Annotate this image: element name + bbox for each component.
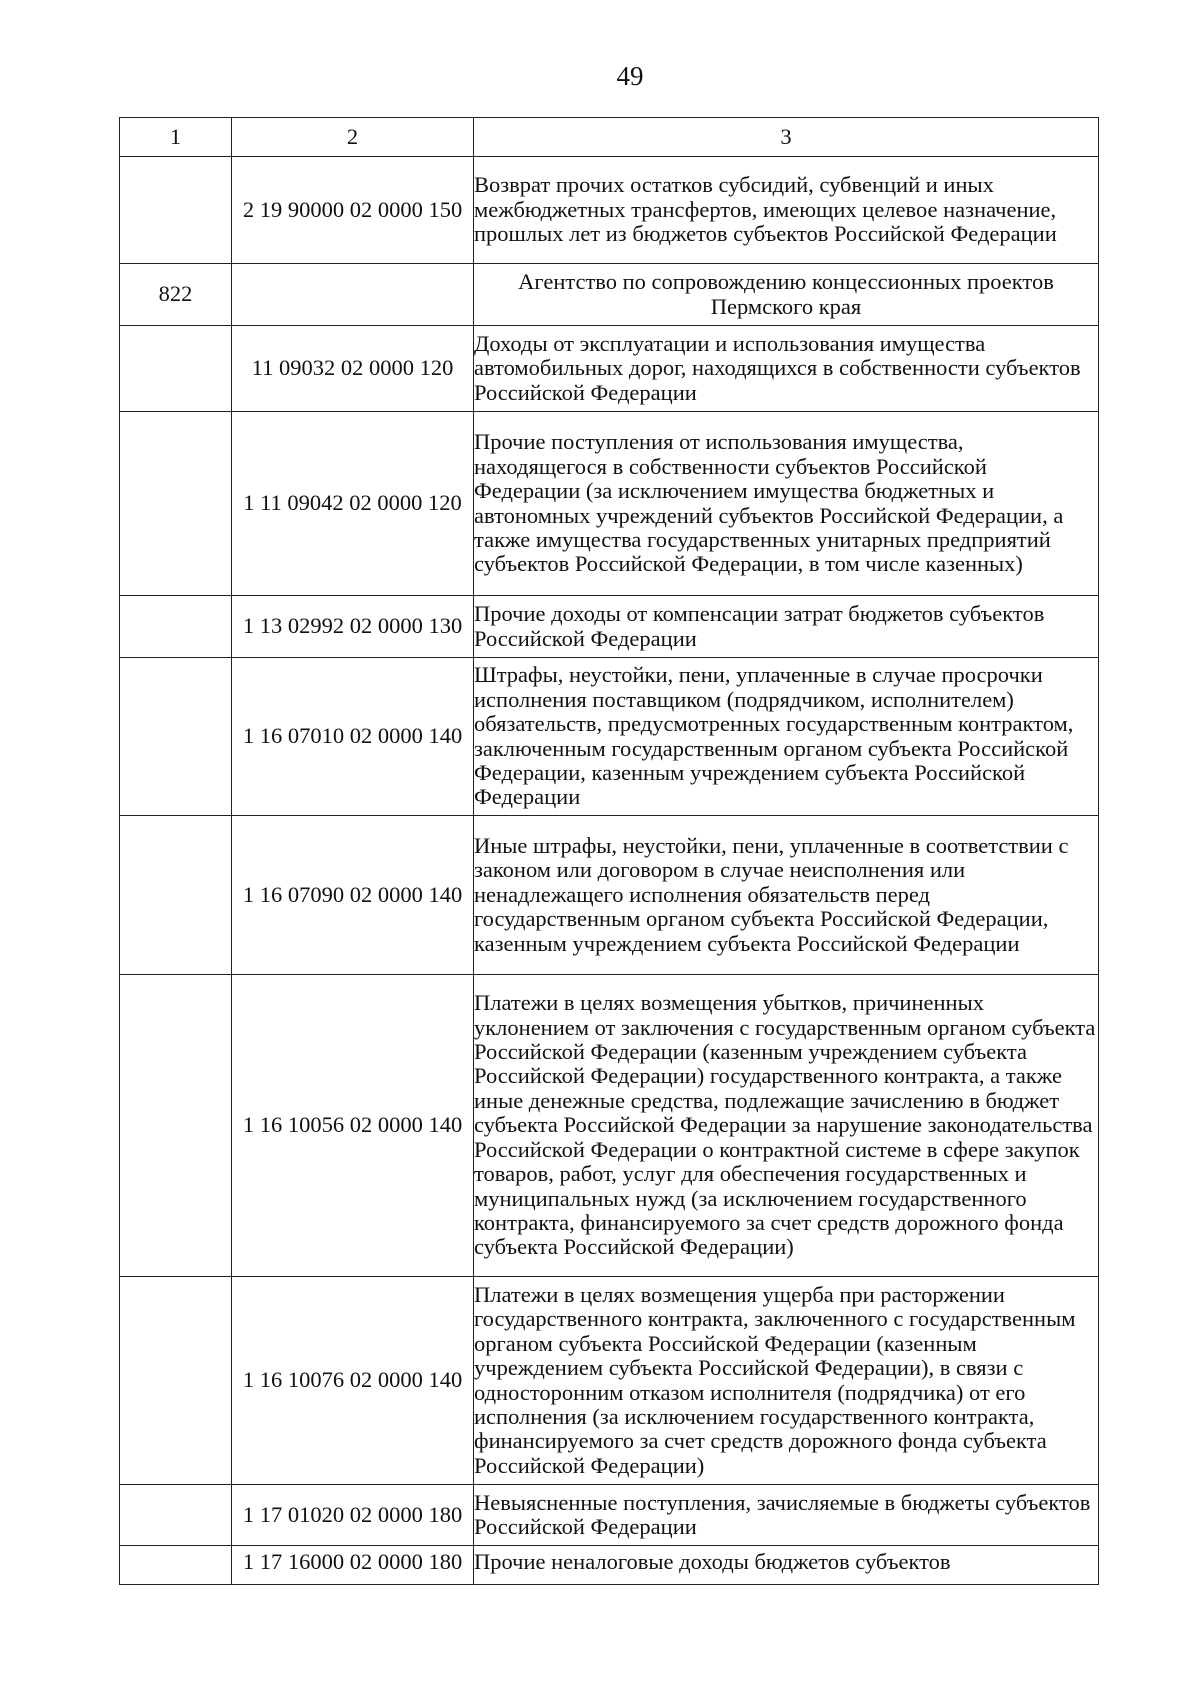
admin-code-cell <box>120 157 232 264</box>
description-cell: Иные штрафы, неустойки, пени, уплаченные в соответствии с законом или договором в случае неисполнения или ненадлежащего исполнения обязательств перед государственным органом субъекта Российской Федерации, казенным учреждением субъекта Российской Федерации <box>474 816 1099 975</box>
table-row <box>120 596 1099 658</box>
admin-code-cell <box>120 658 232 816</box>
table-row <box>120 1546 1099 1585</box>
income-code-cell: 1 17 01020 02 0000 180 <box>232 1485 474 1546</box>
table-row <box>120 157 1099 264</box>
income-code-cell: 1 16 07010 02 0000 140 <box>232 658 474 816</box>
description-cell: Возврат прочих остатков субсидий, субвенций и иных межбюджетных трансфертов, имеющих целевое назначение, прошлых лет из бюджетов субъектов Российской Федерации <box>474 157 1099 264</box>
income-code-cell: 11 09032 02 0000 120 <box>232 326 474 412</box>
table-row <box>120 264 1099 326</box>
income-code-cell: 1 13 02992 02 0000 130 <box>232 596 474 658</box>
income-code-cell: 1 17 16000 02 0000 180 <box>232 1546 474 1585</box>
table-row <box>120 412 1099 596</box>
column-header-2: 2 <box>232 118 474 157</box>
column-header-1: 1 <box>120 118 232 157</box>
admin-code-cell <box>120 326 232 412</box>
admin-code-cell <box>120 1546 232 1585</box>
income-code-cell: 1 16 10056 02 0000 140 <box>232 975 474 1277</box>
page-number: 49 <box>616 61 644 91</box>
admin-code-cell <box>120 1277 232 1485</box>
income-code-cell: 1 16 10076 02 0000 140 <box>232 1277 474 1485</box>
description-cell: Прочие доходы от компенсации затрат бюджетов субъектов Российской Федерации <box>474 596 1099 658</box>
admin-code-cell <box>120 816 232 975</box>
admin-code-cell: 822 <box>120 264 232 326</box>
admin-code-cell <box>120 1485 232 1546</box>
column-header-3: 3 <box>474 118 1099 157</box>
description-cell: Прочие неналоговые доходы бюджетов субъектов <box>474 1546 1099 1585</box>
description-cell: Платежи в целях возмещения убытков, причиненных уклонением от заключения с государственным органом субъекта Российской Федерации (казенным учреждением субъекта Российской Федерации) государственного контракта, а также иные денежные средства, подлежащие зачислению в бюджет субъекта Российской Федерации за нарушение законодательства Российской Федерации о контрактной системе в сфере закупок товаров, работ, услуг для обеспечения государственных и муниципальных нужд (за исключением государственного контракта, финансируемого за счет средств дорожного фонда субъекта Российской Федерации) <box>474 975 1099 1277</box>
table-row <box>120 658 1099 816</box>
description-cell: Агентство по сопровождению концессионных проектов Пермского края <box>474 264 1099 326</box>
table-header-row <box>120 118 1099 157</box>
income-code-cell: 1 11 09042 02 0000 120 <box>232 412 474 596</box>
income-codes-table <box>119 117 1099 1585</box>
table-row <box>120 816 1099 975</box>
admin-code-cell <box>120 412 232 596</box>
admin-code-cell <box>120 975 232 1277</box>
description-cell: Штрафы, неустойки, пени, уплаченные в случае просрочки исполнения поставщиком (подрядчиком, исполнителем) обязательств, предусмотренных государственным контрактом, заключенным государственным органом субъекта Российской Федерации, казенным учреждением субъекта Российской Федерации <box>474 658 1099 816</box>
income-code-cell: 1 16 07090 02 0000 140 <box>232 816 474 975</box>
table-row <box>120 1277 1099 1485</box>
table-row <box>120 1485 1099 1546</box>
table-row <box>120 975 1099 1277</box>
income-code-cell <box>232 264 474 326</box>
description-cell: Платежи в целях возмещения ущерба при расторжении государственного контракта, заключенного с государственным органом субъекта Российской Федерации (казенным учреждением субъекта Российской Федерации), в связи с односторонним отказом исполнителя (подрядчика) от его исполнения (за исключением государственного контракта, финансируемого за счет средств дорожного фонда субъекта Российской Федерации) <box>474 1277 1099 1485</box>
table-row <box>120 326 1099 412</box>
admin-code-cell <box>120 596 232 658</box>
description-cell: Прочие поступления от использования имущества, находящегося в собственности субъектов Российской Федерации (за исключением имущества бюджетных и автономных учреждений субъектов Российской Федерации, а также имущества государственных унитарных предприятий субъектов Российской Федерации, в том числе казенных) <box>474 412 1099 596</box>
description-cell: Невыясненные поступления, зачисляемые в бюджеты субъектов Российской Федерации <box>474 1485 1099 1546</box>
description-cell: Доходы от эксплуатации и использования имущества автомобильных дорог, находящихся в собственности субъектов Российской Федерации <box>474 326 1099 412</box>
income-code-cell: 2 19 90000 02 0000 150 <box>232 157 474 264</box>
